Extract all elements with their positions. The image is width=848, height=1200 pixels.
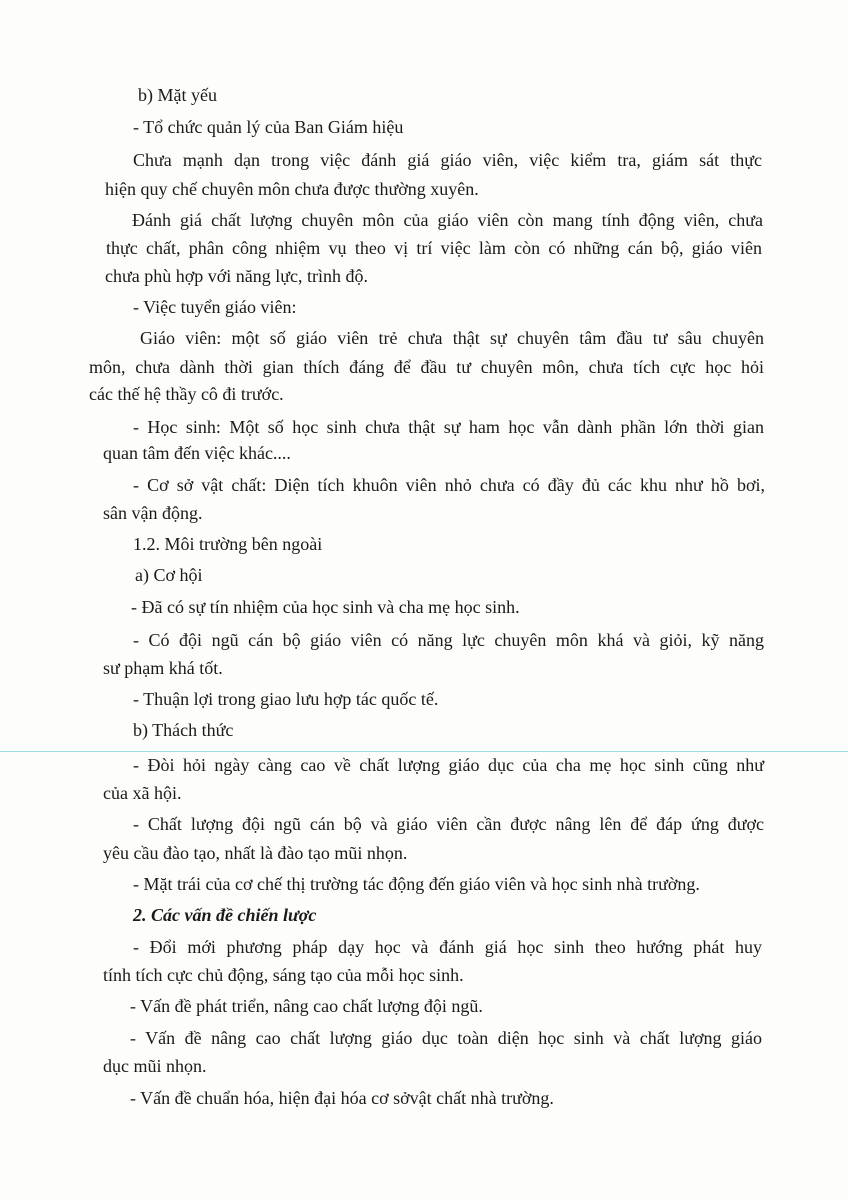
text-line: tính tích cực chủ động, sáng tạo của mỗi học sinh. [103, 965, 464, 985]
text-line: - Đổi mới phương pháp dạy học và đánh giá học sinh theo hướng phát huy [133, 937, 762, 957]
text-line: chưa phù hợp với năng lực, trình độ. [105, 266, 369, 286]
text-line: sân vận động. [103, 503, 203, 523]
text-line: - Học sinh: Một số học sinh chưa thật sự ham học vẫn dành phần lớn thời gian [133, 417, 764, 437]
text-line: thực chất, phân công nhiệm vụ theo vị trí việc làm còn có những cán bộ, giáo viên [106, 238, 762, 258]
text-line: - Chất lượng đội ngũ cán bộ và giáo viên cần được nâng lên để đáp ứng được [133, 814, 764, 834]
text-line: quan tâm đến việc khác.... [103, 443, 291, 463]
text-line: của xã hội. [103, 783, 182, 803]
text-line: - Vấn đề phát triển, nâng cao chất lượng đội ngũ. [130, 996, 483, 1016]
text-line: - Mặt trái của cơ chế thị trường tác động đến giáo viên và học sinh nhà trường. [133, 874, 700, 894]
text-line: hiện quy chế chuyên môn chưa được thường xuyên. [105, 179, 479, 199]
scan-artifact-line [0, 751, 848, 752]
section-heading-strategic-issues: 2. Các vấn đề chiến lược [133, 905, 317, 925]
text-line: sư phạm khá tốt. [103, 658, 223, 678]
text-line: Giáo viên: một số giáo viên trẻ chưa thật sự chuyên tâm đầu tư sâu chuyên [140, 328, 764, 348]
subheading: a) Cơ hội [135, 565, 203, 585]
text-line: - Việc tuyển giáo viên: [133, 297, 297, 317]
text-line: Đánh giá chất lượng chuyên môn của giáo viên còn mang tính động viên, chưa [132, 210, 763, 230]
subheading: b) Thách thức [133, 720, 234, 740]
text-line: môn, chưa dành thời gian thích đáng để đầu tư chuyên môn, chưa tích cực học hỏi [89, 357, 764, 377]
text-line: - Tổ chức quản lý của Ban Giám hiệu [133, 117, 404, 137]
text-line: - Thuận lợi trong giao lưu hợp tác quốc tế. [133, 689, 439, 709]
text-line: Chưa mạnh dạn trong việc đánh giá giáo viên, việc kiểm tra, giám sát thực [133, 150, 762, 170]
text-line: - Có đội ngũ cán bộ giáo viên có năng lực chuyên môn khá và giỏi, kỹ năng [133, 630, 764, 650]
text-line: - Đòi hỏi ngày càng cao về chất lượng giáo dục của cha mẹ học sinh cũng như [133, 755, 764, 775]
text-line: yêu cầu đào tạo, nhất là đào tạo mũi nhọn. [103, 843, 408, 863]
section-heading: 1.2. Môi trường bên ngoài [133, 534, 323, 554]
text-line: - Vấn đề chuẩn hóa, hiện đại hóa cơ sởvật chất nhà trường. [130, 1088, 554, 1108]
text-line: các thế hệ thầy cô đi trước. [89, 384, 284, 404]
text-line: dục mũi nhọn. [103, 1056, 207, 1076]
heading-b-weakness: b) Mặt yếu [138, 85, 217, 105]
text-line: - Đã có sự tín nhiệm của học sinh và cha mẹ học sinh. [131, 597, 520, 617]
text-line: - Cơ sở vật chất: Diện tích khuôn viên nhỏ chưa có đầy đủ các khu như hồ bơi, [133, 475, 765, 495]
text-line: - Vấn đề nâng cao chất lượng giáo dục toàn diện học sinh và chất lượng giáo [130, 1028, 762, 1048]
